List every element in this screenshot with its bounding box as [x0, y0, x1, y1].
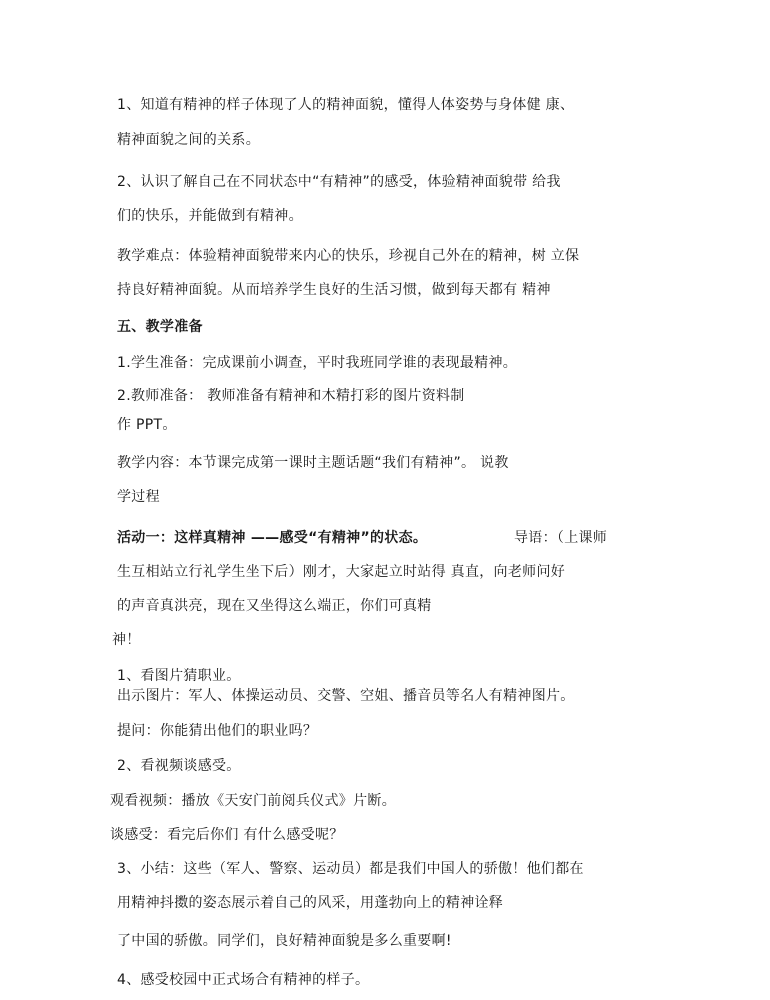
- step-1-question: 提问：你能猜出他们的职业吗？: [117, 723, 318, 739]
- goal-1-line-2: 精神面貌之间的关系。: [117, 132, 260, 148]
- step-1-show-pictures: 出示图片：军人、体操运动员、交警、空姐、播音员等名人有精神图片。: [117, 688, 575, 704]
- intro-line-3: 的声音真洪亮，现在又坐得这么端正，你们可真精: [117, 598, 432, 614]
- difficulty-line-2: 持良好精神面貌。从而培养学生良好的生活习惯，做到每天都有 精神: [117, 282, 551, 298]
- step-4-heading: 4、感受校园中正式场合有精神的样子。: [117, 972, 370, 988]
- step-2-watch-video: 观看视频：播放《天安门前阅兵仪式》片断。: [110, 793, 396, 809]
- step-1-heading: 1、看图片猜职业。: [117, 668, 241, 684]
- intro-line-2: 生互相站立行礼学生坐下后）刚才，大家起立时站得 真直，向老师问好: [117, 564, 566, 580]
- teaching-content-line-2: 学过程: [117, 489, 160, 505]
- intro-line-1: 导语：（上课师: [514, 530, 608, 546]
- goal-2-line-1: 2、认识了解自己在不同状态中“有精神”的感受，体验精神面貌带 给我: [117, 174, 561, 190]
- step-3-summary-line-3: 了中国的骄傲。同学们，良好精神面貌是多么重要啊!: [117, 933, 452, 949]
- step-3-summary-line-1: 3、小结：这些（军人、警察、运动员）都是我们中国人的骄傲！他们都在: [117, 861, 584, 877]
- teacher-preparation-line-2: 作 PPT。: [117, 417, 177, 433]
- intro-line-4: 神！: [112, 632, 141, 648]
- step-2-heading: 2、看视频谈感受。: [117, 758, 241, 774]
- teacher-preparation-line-1: 2.教师准备： 教师准备有精神和木精打彩的图片资料制: [117, 388, 465, 404]
- step-2-share-feelings: 谈感受：看完后你们 有什么感受呢？: [110, 827, 344, 843]
- goal-1-line-1: 1、知道有精神的样子体现了人的精神面貌，懂得人体姿势与身体健 康、: [117, 97, 575, 113]
- difficulty-line-1: 教学难点：体验精神面貌带来内心的快乐，珍视自己外在的精神，树 立保: [117, 248, 580, 264]
- teaching-content-line-1: 教学内容：本节课完成第一课时主题话题“我们有精神”。 说教: [117, 455, 509, 471]
- activity-one-heading: 活动一：这样真精神 ——感受“有精神”的状态。: [117, 530, 428, 546]
- step-3-summary-line-2: 用精神抖擞的姿态展示着自己的风采，用蓬勃向上的精神诠释: [117, 895, 504, 911]
- student-preparation: 1.学生准备：完成课前小调查，平时我班同学谁的表现最精神。: [117, 355, 518, 371]
- section-heading-preparation: 五、教学准备: [117, 319, 203, 335]
- goal-2-line-2: 们的快乐，并能做到有精神。: [117, 208, 303, 224]
